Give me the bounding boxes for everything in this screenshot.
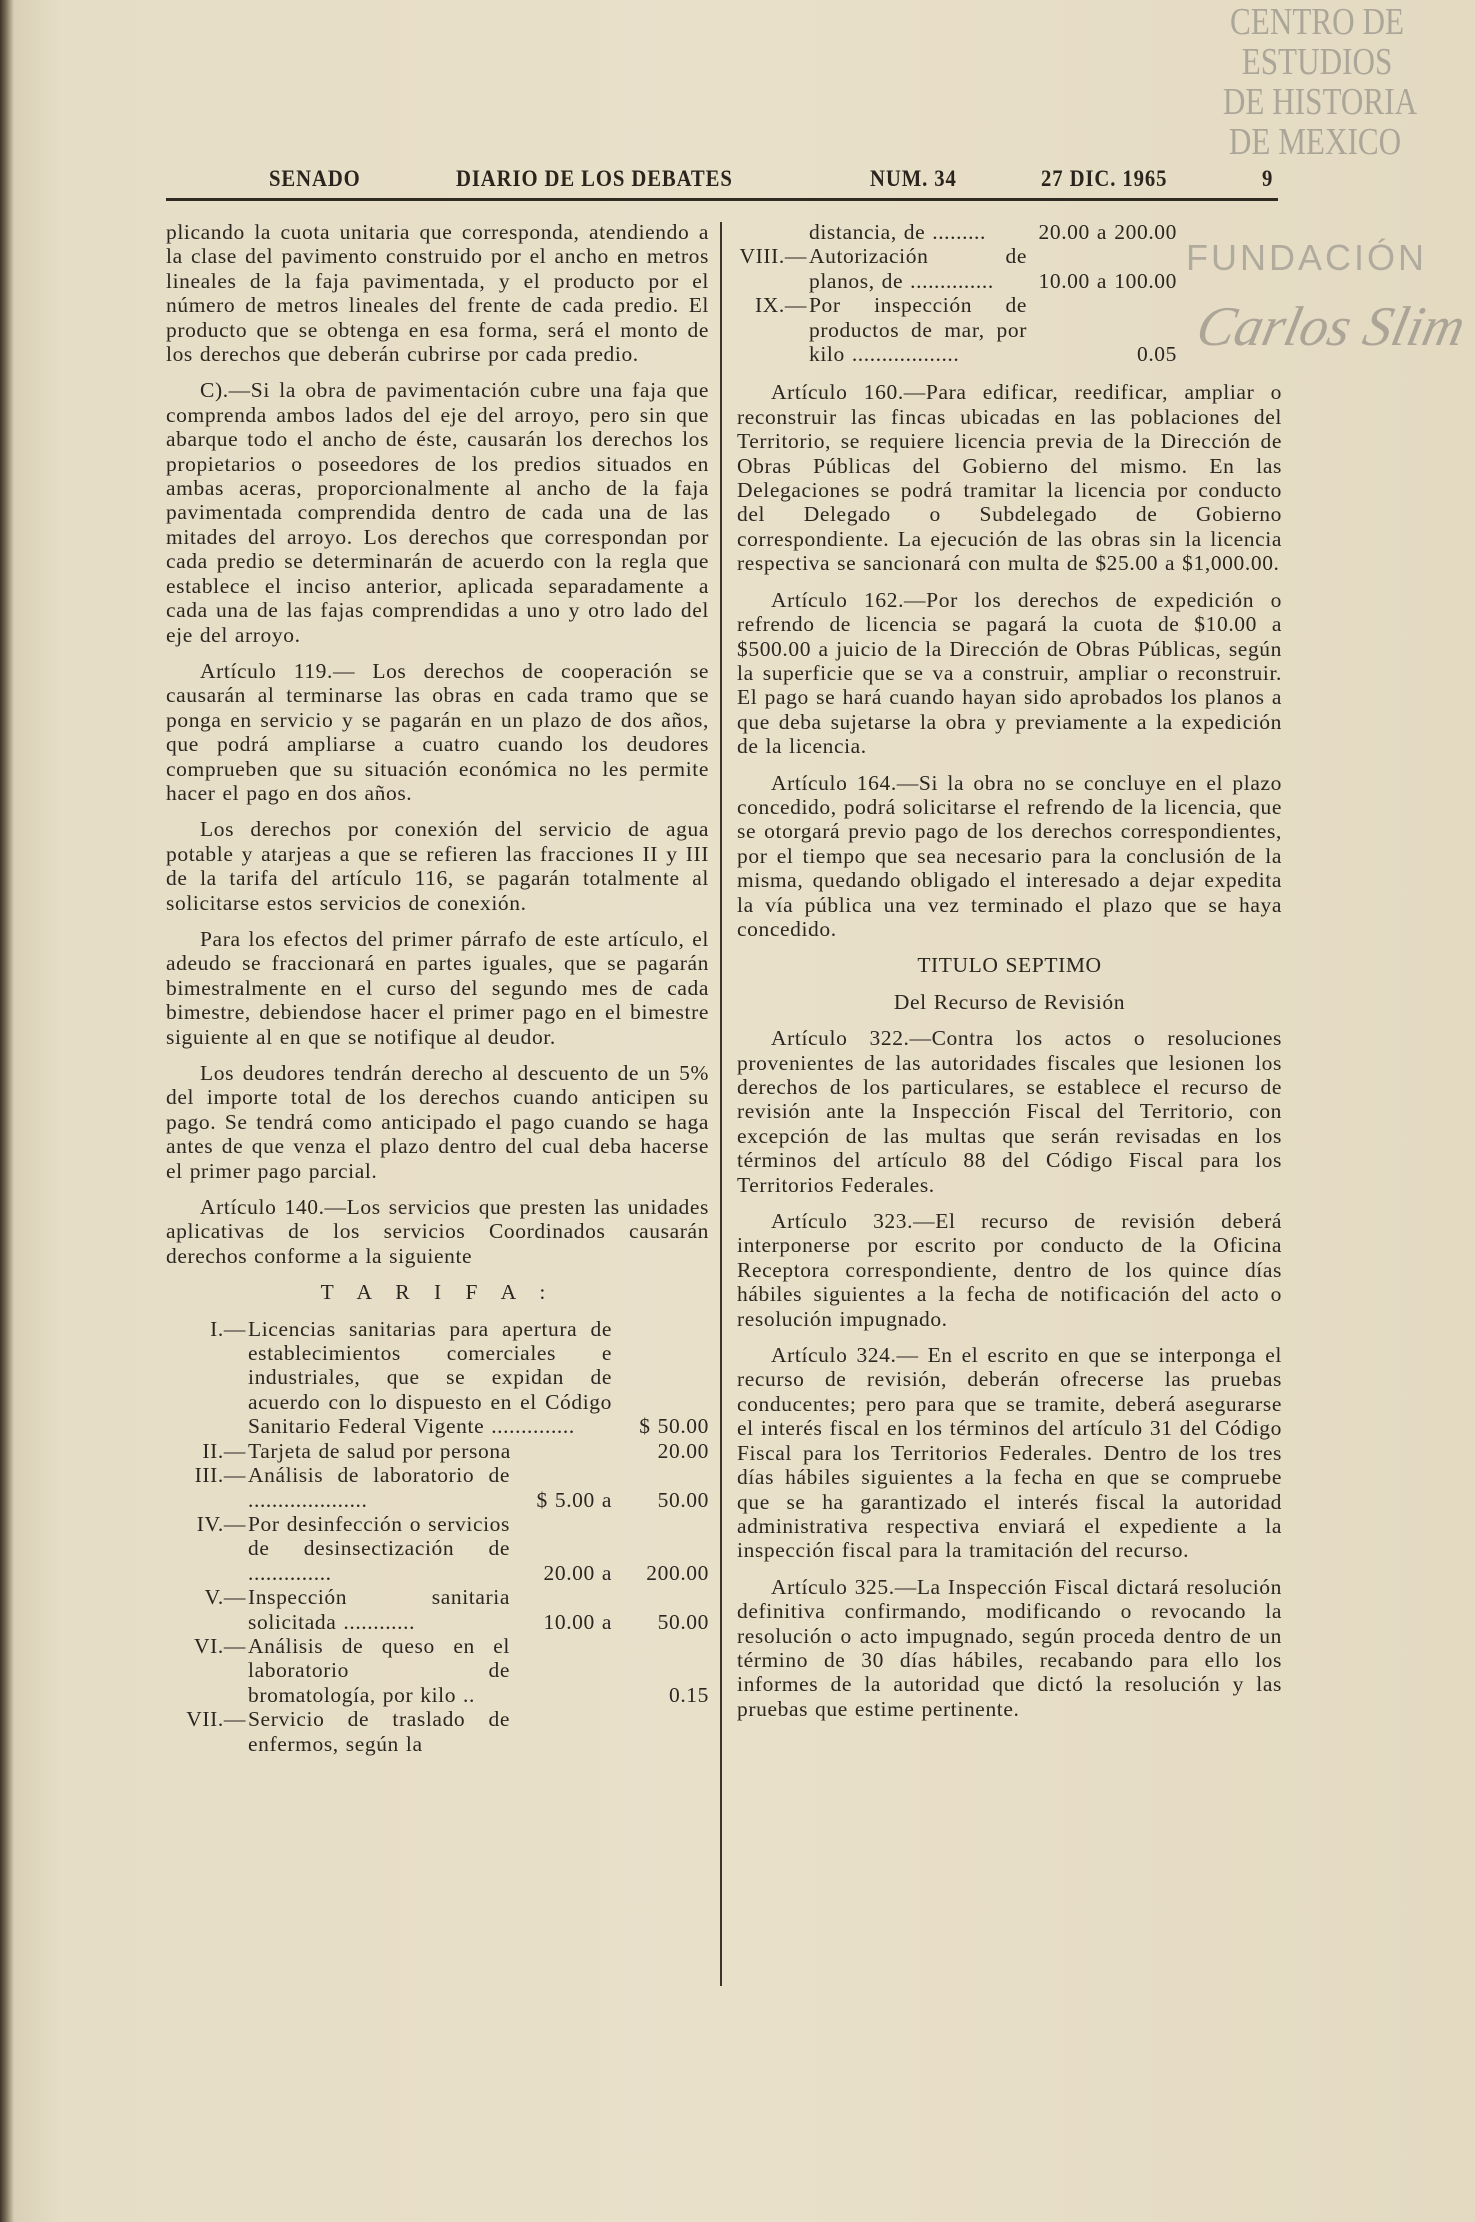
tariff-numeral: I.— xyxy=(210,1316,246,1341)
tariff-row xyxy=(737,220,1282,244)
paragraph: Artículo 325.—La Inspección Fiscal dictará resolución definitiva confirmando, modificando o revocando la resolución o acto impugnado, según proceda dentro de un término de 30 días hábiles, recabando para ello los informes de la autoridad que dictó la resolución y las pruebas que estime pertinente. xyxy=(737,1574,1282,1721)
right-column xyxy=(737,220,1282,1733)
tariff-description: Servicio de traslado de enfermos, según la xyxy=(248,1707,510,1756)
tariff-description: Licencias sanitarias para apertura de establecimientos comerciales e industriales, que se expidan de acuerdo con lo dispuesto en el Código Sanitario Federal Vigente .............. xyxy=(248,1316,612,1439)
tariff-amount-to: 0.15 xyxy=(668,1682,709,1707)
tariff-heading: T A R I F A : xyxy=(320,1280,555,1305)
watermark-signature: Carlos Slim xyxy=(1191,296,1471,358)
header-chamber: SENADO xyxy=(269,166,361,191)
tariff-table xyxy=(166,1317,709,1756)
paragraph: Artículo 160.—Para edificar, reedificar, ampliar o reconstruir las fincas ubicadas en las poblaciones del Territorio, se requiere licencia previa de la Dirección de Obras Públicas del Gobierno del mismo. En las Delegaciones se podrá tramitar la licencia por conducto del Delegado o Subdelegado de Gobierno correspondiente. La ejecución de las obras sin la licencia respectiva se sancionará con multa de $25.00 a $1,000.00. xyxy=(737,380,1282,576)
tariff-description: Por inspección de productos de mar, por kilo .................. xyxy=(809,293,1027,367)
watermark-line: DE HISTORIA xyxy=(1222,81,1418,123)
tariff-table xyxy=(737,220,1282,366)
tariff-numeral: IX.— xyxy=(755,293,807,318)
tariff-row xyxy=(166,1463,709,1512)
tariff-row xyxy=(166,1585,709,1634)
paragraph: Artículo 119.— Los derechos de cooperación se causarán al terminarse las obras en cada tramo que se ponga en servicio y se pagarán en un plazo de dos años, que podrá ampliarse a cuatro cuando los deudores comprueben que su situación económica no les permite hacer el pago en dos años. xyxy=(166,658,709,805)
tariff-description: distancia, de ......... xyxy=(809,220,987,244)
tariff-description: Autorización de planos, de .............. xyxy=(809,244,1027,293)
header-rule xyxy=(166,198,1278,201)
paragraph: Los deudores tendrán derecho al descuento de un 5% del importe total de los derechos cuando anticipen su pago. Se tendrá como anticipado el pago cuando se haga antes de que venza el plazo dentro del cual deba hacerse el primer pago parcial. xyxy=(166,1061,709,1183)
tariff-amount-from: 10.00 a xyxy=(1038,268,1107,293)
tariff-amount-to: $ 50.00 xyxy=(639,1414,709,1439)
column-divider xyxy=(720,222,722,1986)
left-column xyxy=(166,220,709,1770)
tariff-row xyxy=(166,1317,709,1439)
tariff-row xyxy=(737,293,1282,366)
watermark-line: DE MEXICO xyxy=(1228,121,1402,163)
tariff-numeral: V.— xyxy=(204,1585,246,1610)
tariff-description: Por desinfección o servicios de desinsectización de .............. xyxy=(248,1511,510,1585)
watermark-line: CENTRO DE xyxy=(1230,1,1404,43)
tariff-row xyxy=(737,244,1282,293)
paragraph: plicando la cuota unitaria que corresponda, atendiendo a la clase del pavimento construido por el ancho en metros lineales de la faja pavimentada, y el producto por el número de metros lineales del frente de cada predio. El producto que se obtenga en esa forma, será el monto de los derechos que deberán cubrirse por cada predio. xyxy=(166,220,709,367)
paragraph: Artículo 324.— En el escrito en que se interponga el recurso de revisión, deberán ofrecerse las pruebas conducentes; pero para que se tramite, deberá asegurarse el interés fiscal en los términos del artículo 31 del Código Fiscal para los Territorios Federales. Dentro de los tres días hábiles siguientes a la fecha en que se compruebe que se ha garantizado el interés fiscal la autoridad administrativa respectiva enviará el expediente a la inspección fiscal para la tramitación del recurso. xyxy=(737,1343,1282,1563)
paragraph: Artículo 162.—Por los derechos de expedición o refrendo de licencia se pagará la cuota de $10.00 a $500.00 a juicio de la Dirección de Obras Públicas, según la superficie que se va a construir, ampliar o reconstruir. El pago se hará cuando hayan sido aprobados los planos a que deba sujetarse la obra y previamente a la expedición de la licencia. xyxy=(737,587,1282,759)
tariff-amount-to: 100.00 xyxy=(1114,268,1177,293)
tariff-numeral: VII.— xyxy=(186,1707,246,1732)
tariff-amount-to: 50.00 xyxy=(657,1609,709,1634)
tariff-amount-to: 50.00 xyxy=(657,1487,709,1512)
section-title: TITULO SEPTIMO xyxy=(917,953,1102,978)
tariff-numeral: III.— xyxy=(194,1463,246,1488)
paragraph: Artículo 140.—Los servicios que presten las unidades aplicativas de los servicios Coordinados causarán derechos conforme a la siguiente xyxy=(166,1195,709,1268)
watermark-foundation: FUNDACIÓN xyxy=(1186,237,1427,278)
tariff-amount-from: 20.00 a xyxy=(1038,220,1107,244)
paragraph: Artículo 322.—Contra los actos o resoluciones provenientes de las autoridades fiscales que lesionen los derechos de los particulares, se establece el recurso de revisión ante la Inspección Fiscal del Territorio, con excepción de las multas que serán revisadas en los términos del artículo 88 del Código Fiscal para los Territorios Federales. xyxy=(737,1026,1282,1197)
paragraph: Para los efectos del primer párrafo de este artículo, el adeudo se fraccionará en partes iguales, que se pagarán bimestralmente en el curso del segundo mes de cada bimestre, debiendose hacer el primer pago en el bimestre siguiente al en que se notifique al deudor. xyxy=(166,926,709,1049)
tariff-row xyxy=(166,1439,709,1463)
tariff-numeral: VIII.— xyxy=(739,244,807,269)
tariff-description: Tarjeta de salud por persona xyxy=(248,1438,511,1463)
paragraph: Artículo 164.—Si la obra no se concluye en el plazo concedido, podrá solicitarse el refrendo de la licencia, que se otorgará previo pago de los derechos correspondientes, por el tiempo que sea necesario para la conclusión de la misma, quedando obligado el interesado a dejar expedita la vía pública una vez terminado el plazo que se haya concedido. xyxy=(737,770,1282,941)
tariff-description: Inspección sanitaria solicitada ............ xyxy=(248,1585,510,1634)
tariff-description: Análisis de laboratorio de .................... xyxy=(248,1463,510,1512)
tariff-row xyxy=(166,1634,709,1707)
tariff-amount-from: $ 5.00 a xyxy=(536,1487,612,1512)
paragraph: Los derechos por conexión del servicio de agua potable y atarjeas a que se refieren las fracciones II y III de la tarifa del artículo 116, se pagarán totalmente al solicitarse estos servicios de conexión. xyxy=(166,817,709,915)
header-page-number: 9 xyxy=(1262,166,1274,191)
tariff-amount-to: 200.00 xyxy=(646,1560,709,1585)
tariff-amount-from: 20.00 a xyxy=(543,1560,612,1585)
section-subtitle: Del Recurso de Revisión xyxy=(893,989,1126,1014)
header-date: 27 DIC. 1965 xyxy=(1041,166,1168,191)
watermark-line: ESTUDIOS xyxy=(1241,41,1393,83)
paragraph: C).—Si la obra de pavimentación cubre una faja que comprenda ambos lados del eje del arroyo, pero sin que abarque todo el ancho de éste, causarán los derechos los propietarios o poseedores de los predios situados en ambas aceras, proporcionalmente al ancho de la faja pavimentada comprendida dentro de cada una de las mitades del arroyo. Los derechos que correspondan por cada predio se determinarán de acuerdo con la regla que establece el inciso anterior, aplicada separadamente a cada una de las fajas comprendidas a uno y otro lado del eje del arroyo. xyxy=(166,378,709,647)
tariff-description: Análisis de queso en el laboratorio de bromatología, por kilo .. xyxy=(248,1633,510,1707)
tariff-numeral: II.— xyxy=(202,1438,246,1463)
paragraph: Artículo 323.—El recurso de revisión deberá interponerse por escrito por conducto de la Oficina Receptora correspondiente, dentro de los quince días hábiles siguientes a la fecha de notificación del acto o resolución impugnado. xyxy=(737,1209,1282,1331)
header-publication: DIARIO DE LOS DEBATES xyxy=(456,166,733,191)
tariff-numeral xyxy=(737,220,807,244)
tariff-row xyxy=(166,1707,709,1756)
tariff-amount-from: 10.00 a xyxy=(543,1609,612,1634)
header-issue: NUM. 34 xyxy=(870,166,957,191)
tariff-numeral: VI.— xyxy=(194,1633,246,1658)
tariff-amount-to: 200.00 xyxy=(1114,220,1177,244)
tariff-amount-to: 20.00 xyxy=(657,1438,709,1463)
tariff-amount-to: 0.05 xyxy=(1136,342,1177,367)
tariff-row xyxy=(166,1512,709,1585)
tariff-numeral: IV.— xyxy=(196,1511,246,1536)
